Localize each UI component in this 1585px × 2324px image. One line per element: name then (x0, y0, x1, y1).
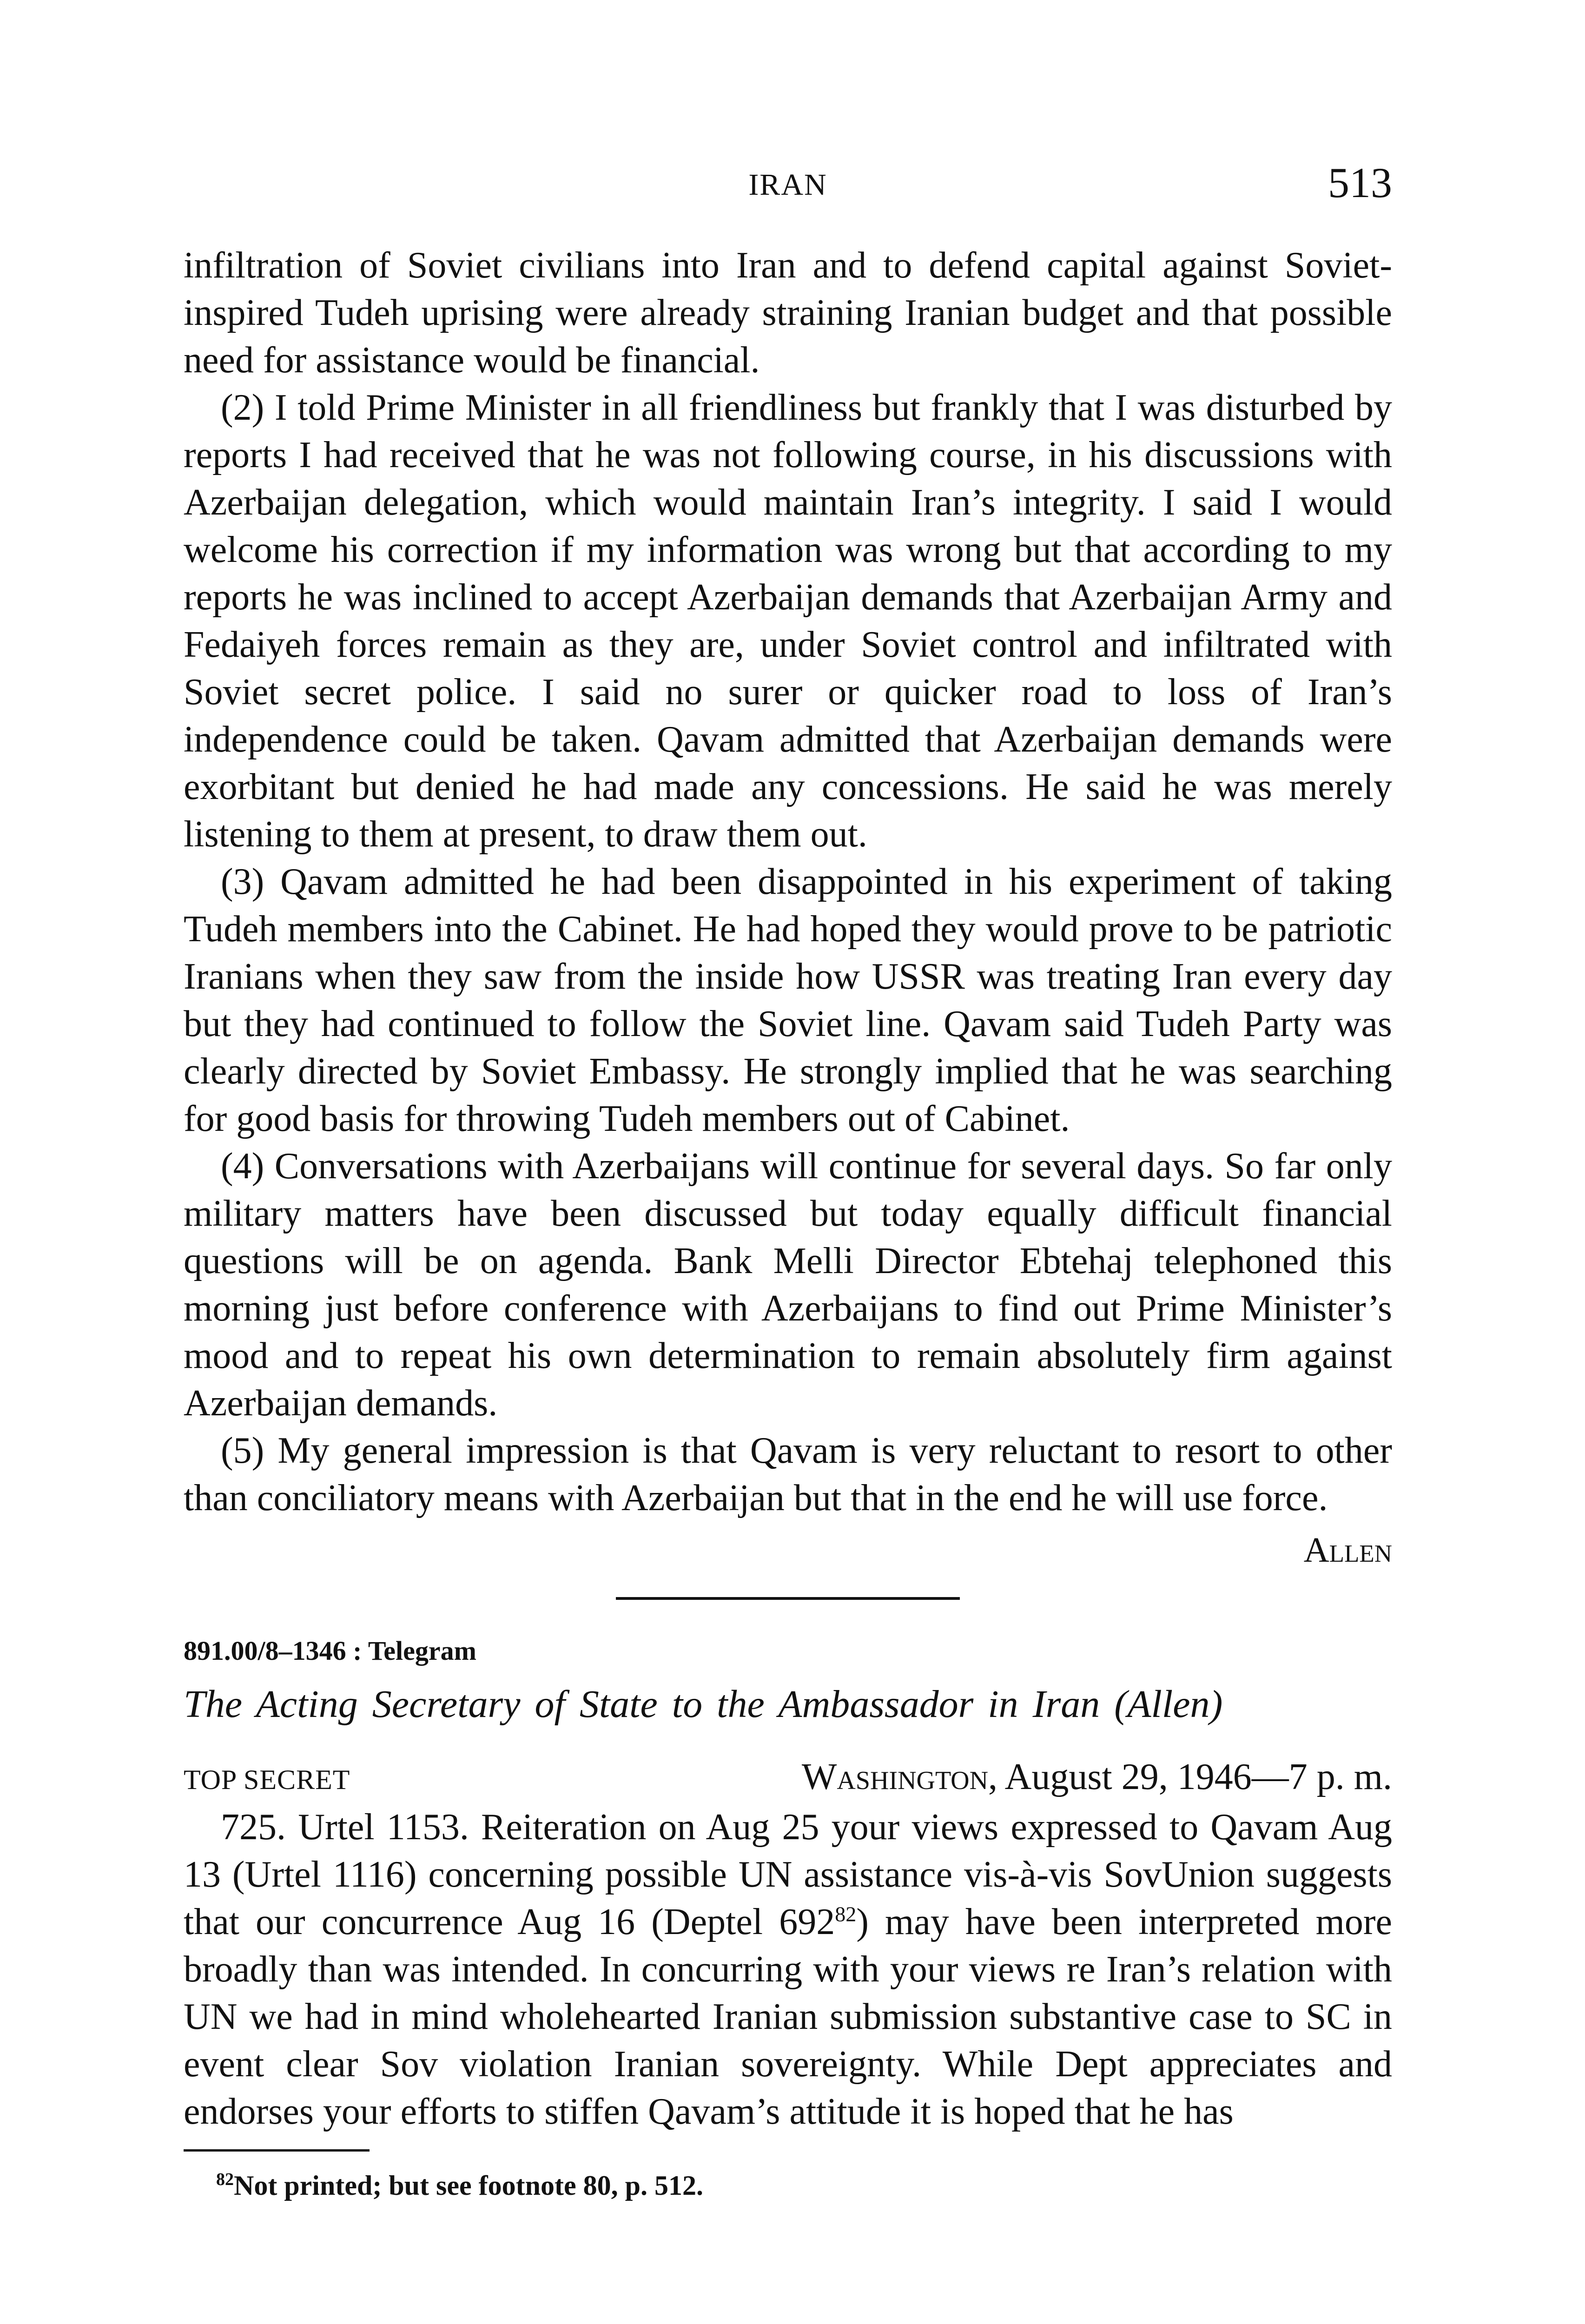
place-date (802, 1753, 1392, 1801)
telegram-body-end: ) may have been interpreted more broadly than was intended. In concurring with your views re Iran’s relation with UN we had in mind wholehearted Iranian submission substantive case to SC in event clear Sov violation Iranian sovereignty. While Dept appreciates and endorses your efforts to stiffen Qavam’s attitude it is hoped that he has (184, 1901, 1392, 2132)
paragraph-continuation: infiltration of Soviet civilians into Iran and to defend capital against Soviet-inspired Tudeh uprising were already straining Iranian budget and that possible need for assistance would be financial. (184, 245, 1392, 381)
telegram-body-start: 725. Urtel 1153. Reiteration on Aug 25 your views expressed to Qavam Aug 13 (Urtel 1116) concerning possible UN assistance vis-à-vis SovUnion suggests that our concurrence Aug 16 (Deptel 692 (184, 1807, 1392, 1942)
page-body (184, 242, 1392, 2204)
footnote-ref: 82 (835, 1902, 857, 1926)
document-title: The Acting Secretary of State to the Ambassador in Iran (Allen) (184, 1683, 1223, 1726)
footnote (184, 2161, 1392, 2204)
telegram-body (184, 1803, 1392, 2135)
place: Washington (801, 1756, 989, 1797)
page-header (184, 158, 1392, 214)
paragraph-4: (4) Conversations with Azerbaijans will continue for several days. So far only military matters have been discussed but today equally difficult financial questions will be on agenda. Bank Melli Director Ebtehaj telephoned this morning just before conference with Azerbaijans to find out Prime Minister’s mood and to repeat his own determination to remain absolutely firm against Azerbaijan demands. (184, 1146, 1392, 1424)
paragraph-5: (5) My general impression is that Qavam is very reluctant to resort to other than conciliatory means with Azerbaijan but that in the end he will use force. (184, 1430, 1392, 1519)
paragraph-3: (3) Qavam admitted he had been disappointed in his experiment of taking Tudeh members into the Cabinet. He had hoped they would prove to be patriotic Iranians when they saw from the inside how USSR was treating Iran every day but they had continued to follow the Soviet line. Qavam said Tudeh Party was clearly directed by Soviet Embassy. He strongly implied that he was searching for good basis for throwing Tudeh members out of Cabinet. (184, 861, 1392, 1139)
running-head: IRAN (748, 168, 827, 202)
footnote-divider (184, 2149, 370, 2152)
footnote-text: Not printed; but see footnote 80, p. 512. (234, 2170, 703, 2201)
signature: Allen (1303, 1531, 1392, 1570)
page-number: 513 (1328, 159, 1392, 206)
footnote-mark: 82 (216, 2170, 234, 2189)
dateline (184, 1753, 1392, 1803)
file-reference: 891.00/8–1346 : Telegram (184, 1636, 476, 1666)
section-divider (616, 1597, 960, 1600)
classification: TOP SECRET (184, 1764, 350, 1795)
paragraph-2: (2) I told Prime Minister in all friendliness but frankly that I was disturbed by reports I had received that he was not following course, in his discussions with Azerbaijan delegation, which would maintain Iran’s integrity. I said I would welcome his correction if my information was wrong but that according to my reports he was inclined to accept Azerbaijan demands that Azerbaijan Army and Fedaiyeh forces remain as they are, under Soviet control and infiltrated with Soviet secret police. I said no surer or quicker road to loss of Iran’s independence could be taken. Qavam admitted that Azerbaijan demands were exorbitant but denied he had made any concessions. He said he was merely listening to them at present, to draw them out. (184, 387, 1392, 855)
date: , August 29, 1946—7 p. m. (988, 1756, 1392, 1797)
